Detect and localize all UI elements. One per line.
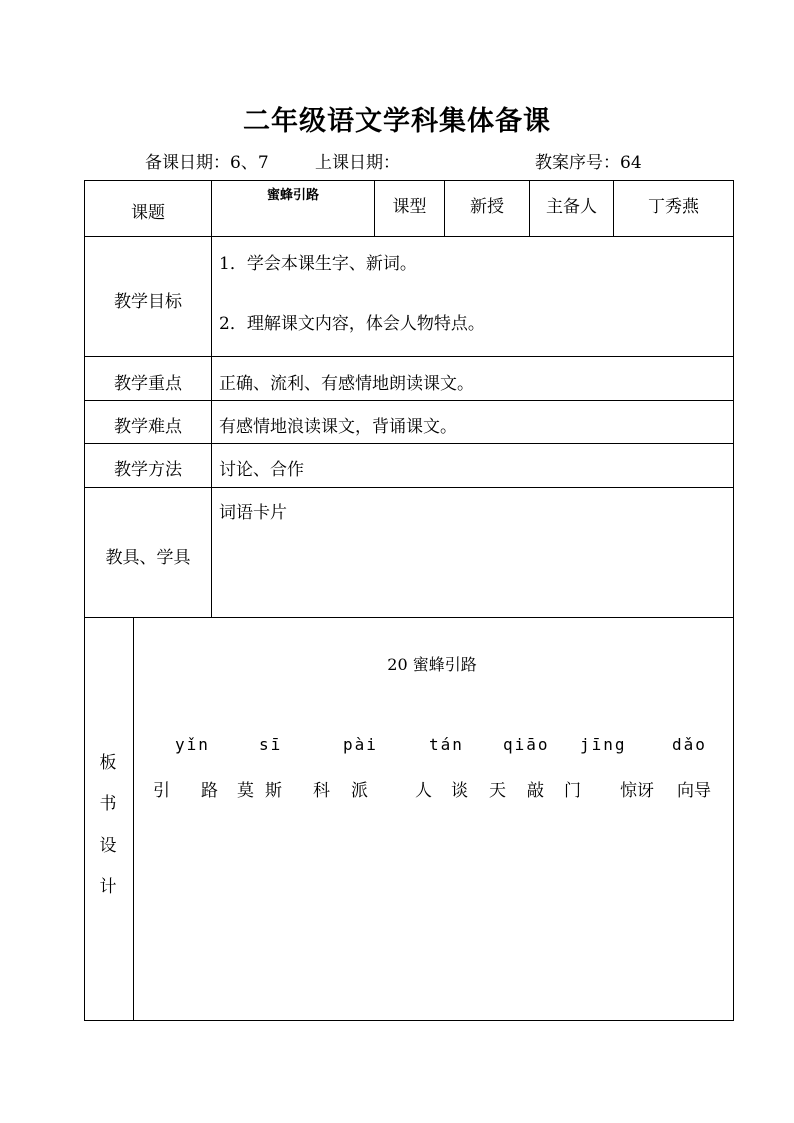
class-date: 上课日期： [315,153,400,173]
difficulty-value: 有感情地浪读课文，背诵课文。 [219,417,457,437]
tools-label: 教具、学具 [105,548,191,568]
goal-item-1: 1．学会本课生字、新词。 [219,254,417,274]
plan-number: 教案序号：64 [535,153,642,173]
board-title: 20 蜜蜂引路 [387,655,477,674]
table-border-bottom [84,1020,734,1021]
pinyin: yǐn [175,735,210,754]
hanzi: 门 [564,781,581,801]
row-divider [84,487,734,488]
pinyin: pài [343,735,378,754]
row-divider [84,443,734,444]
hanzi: 莫 [237,781,254,801]
goal-label: 教学目标 [114,292,182,312]
row-divider [84,356,734,357]
board-label-char: 板 [99,753,117,773]
hanzi: 人 [415,781,432,801]
hanzi: 天 [489,781,506,801]
board-label-char: 书 [99,794,117,814]
board-label-char: 设 [99,836,117,856]
pinyin: sī [259,735,283,754]
tools-value: 词语卡片 [219,503,287,523]
method-value: 讨论、合作 [219,460,304,480]
goal-item-2: 2．理解课文内容，体会人物特点。 [219,314,485,334]
document-title: 二年级语文学科集体备课 [243,106,551,137]
hanzi: 惊讶 [620,781,654,801]
topic-value: 蜜蜂引路 [266,188,319,203]
row-divider [84,400,734,401]
lead-value: 丁秀燕 [648,197,699,217]
row-divider [84,236,734,237]
hanzi: 向导 [677,781,711,801]
pinyin: jīng [580,735,627,754]
prep-date: 备课日期：6、7 [145,153,269,173]
topic-label: 课题 [131,203,165,223]
hanzi: 斯 [265,781,282,801]
hanzi: 派 [351,781,368,801]
lead-label: 主备人 [546,197,597,217]
difficulty-label: 教学难点 [114,417,182,437]
table-border-right [733,180,734,1021]
hanzi: 科 [313,781,330,801]
key-point-label: 教学重点 [114,374,182,394]
board-label-char: 计 [99,877,117,897]
key-point-value: 正确、流利、有感情地朗读课文。 [219,374,474,394]
pinyin: tán [429,735,464,754]
hanzi: 敲 [527,781,544,801]
hanzi: 路 [201,781,218,801]
hanzi: 谈 [451,781,468,801]
board-label-divider [133,617,134,1021]
method-label: 教学方法 [114,460,182,480]
type-value: 新授 [470,197,504,217]
type-label: 课型 [392,197,427,217]
pinyin: qiāo [503,735,550,754]
table-border-top [84,180,734,181]
row-divider [84,617,734,618]
pinyin: dǎo [672,735,707,754]
hanzi: 引 [153,781,170,801]
